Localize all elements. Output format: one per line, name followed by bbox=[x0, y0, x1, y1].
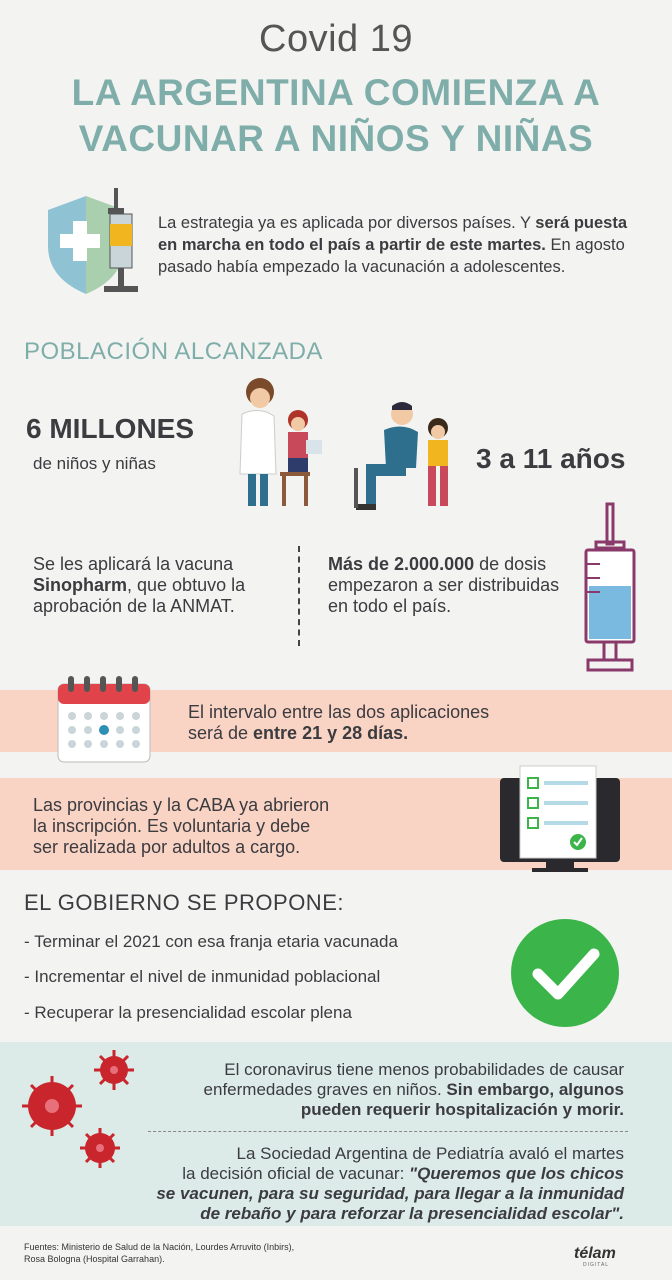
vaccine-name: Sinopharm bbox=[33, 575, 128, 595]
syringe-icon bbox=[578, 500, 642, 678]
pediatria-line3: se vacunen, para su seguridad, para llegar a la inmunidad bbox=[156, 1184, 624, 1203]
gobierno-item: - Incrementar el nivel de inmunidad poblacional bbox=[24, 967, 381, 986]
monitor-checklist-icon bbox=[496, 764, 626, 876]
vaccine-text-2: , que obtuvo la aprobación de la ANMAT. bbox=[33, 575, 246, 616]
interval-text bbox=[188, 702, 489, 744]
coronavirus-line3 bbox=[150, 1100, 624, 1120]
registration-line2: la inscripción. Es voluntaria y debe bbox=[33, 816, 311, 836]
headline-line2: VACUNAR A NIÑOS Y NIÑAS bbox=[78, 118, 594, 159]
poblacion-heading: POBLACIÓN ALCANZADA bbox=[24, 338, 323, 365]
coronavirus-bold-2: pueden requerir hospitalización y morir. bbox=[300, 1100, 624, 1119]
intro-text-2: En agosto pasado había empezado la vacunación a adolescentes. bbox=[158, 236, 625, 276]
sources-line1: Fuentes: Ministerio de Salud de la Nación, Lourdes Arruvito (Inbirs), bbox=[24, 1242, 295, 1252]
population-label: de niños y niñas bbox=[33, 454, 156, 473]
pediatria-quote-1: "Queremos que los chicos bbox=[409, 1164, 624, 1183]
headline-line1: LA ARGENTINA COMIENZA A bbox=[71, 72, 601, 113]
gobierno-item: - Terminar el 2021 con esa franja etaria vacunada bbox=[24, 932, 398, 951]
interval-line1: El intervalo entre las dos aplicaciones bbox=[188, 702, 490, 722]
coronavirus-line1: El coronavirus tiene menos probabilidades de causar bbox=[224, 1060, 624, 1079]
calendar-icon bbox=[54, 672, 154, 766]
pediatria-line1: La Sociedad Argentina de Pediatría avaló el martes bbox=[236, 1144, 624, 1163]
headline bbox=[0, 70, 672, 162]
intro-text-1: La estrategia ya es aplicada por diversos países. Y bbox=[158, 214, 536, 232]
kicker-title: Covid 19 bbox=[259, 18, 413, 60]
interval-line2: será de entre 21 y 28 días. bbox=[188, 723, 409, 743]
vaccine-text-1: Se les aplicará la vacuna bbox=[33, 554, 234, 574]
telam-logo-sub: DIGITAL bbox=[583, 1262, 610, 1268]
doses-count: Más de 2.000.000 bbox=[328, 554, 475, 574]
doctor-girl-illustration bbox=[222, 374, 332, 512]
registration-text bbox=[33, 795, 329, 858]
sources-line2: Rosa Bologna (Hospital Garrahan). bbox=[24, 1254, 165, 1264]
coronavirus-text bbox=[150, 1060, 624, 1120]
gobierno-item: - Recuperar la presencialidad escolar plena bbox=[24, 1003, 352, 1022]
intro-bold: será puesta en marcha en todo el país a partir de este martes. bbox=[158, 214, 628, 254]
telam-logo: télam bbox=[574, 1245, 616, 1262]
teal-divider bbox=[148, 1131, 628, 1132]
vaccine-text bbox=[33, 554, 289, 617]
registration-line1: Las provincias y la CABA ya abrieron bbox=[33, 795, 330, 815]
checkmark-icon bbox=[510, 918, 620, 1028]
interval-days: entre 21 y 28 días. bbox=[253, 723, 409, 743]
doses-text-2: de dosis empezaron a ser distribuidas en todo el país. bbox=[328, 554, 560, 616]
doses-text bbox=[328, 554, 578, 617]
coronavirus-line2: enfermedades graves en niños. Sin embargo, algunos bbox=[203, 1080, 624, 1099]
shield-syringe-icon bbox=[38, 182, 142, 300]
age-range: 3 a 11 años bbox=[476, 443, 626, 474]
population-count: 6 MILLONES bbox=[26, 413, 195, 444]
sources-footer bbox=[24, 1241, 294, 1265]
registration-line3: ser realizada por adultos a cargo. bbox=[33, 837, 301, 857]
coronavirus-bold-1: Sin embargo, algunos bbox=[446, 1080, 624, 1099]
pediatria-line2: la decisión oficial de vacunar: "Queremos que los chicos bbox=[182, 1164, 624, 1183]
column-divider bbox=[298, 546, 300, 646]
gobierno-heading: EL GOBIERNO SE PROPONE: bbox=[24, 890, 344, 915]
doctor-boy-illustration bbox=[352, 398, 462, 512]
intro-paragraph bbox=[158, 212, 638, 278]
pediatria-line4: de rebaño y para reforzar la presencialidad escolar". bbox=[200, 1204, 624, 1223]
pediatria-text bbox=[120, 1144, 624, 1224]
